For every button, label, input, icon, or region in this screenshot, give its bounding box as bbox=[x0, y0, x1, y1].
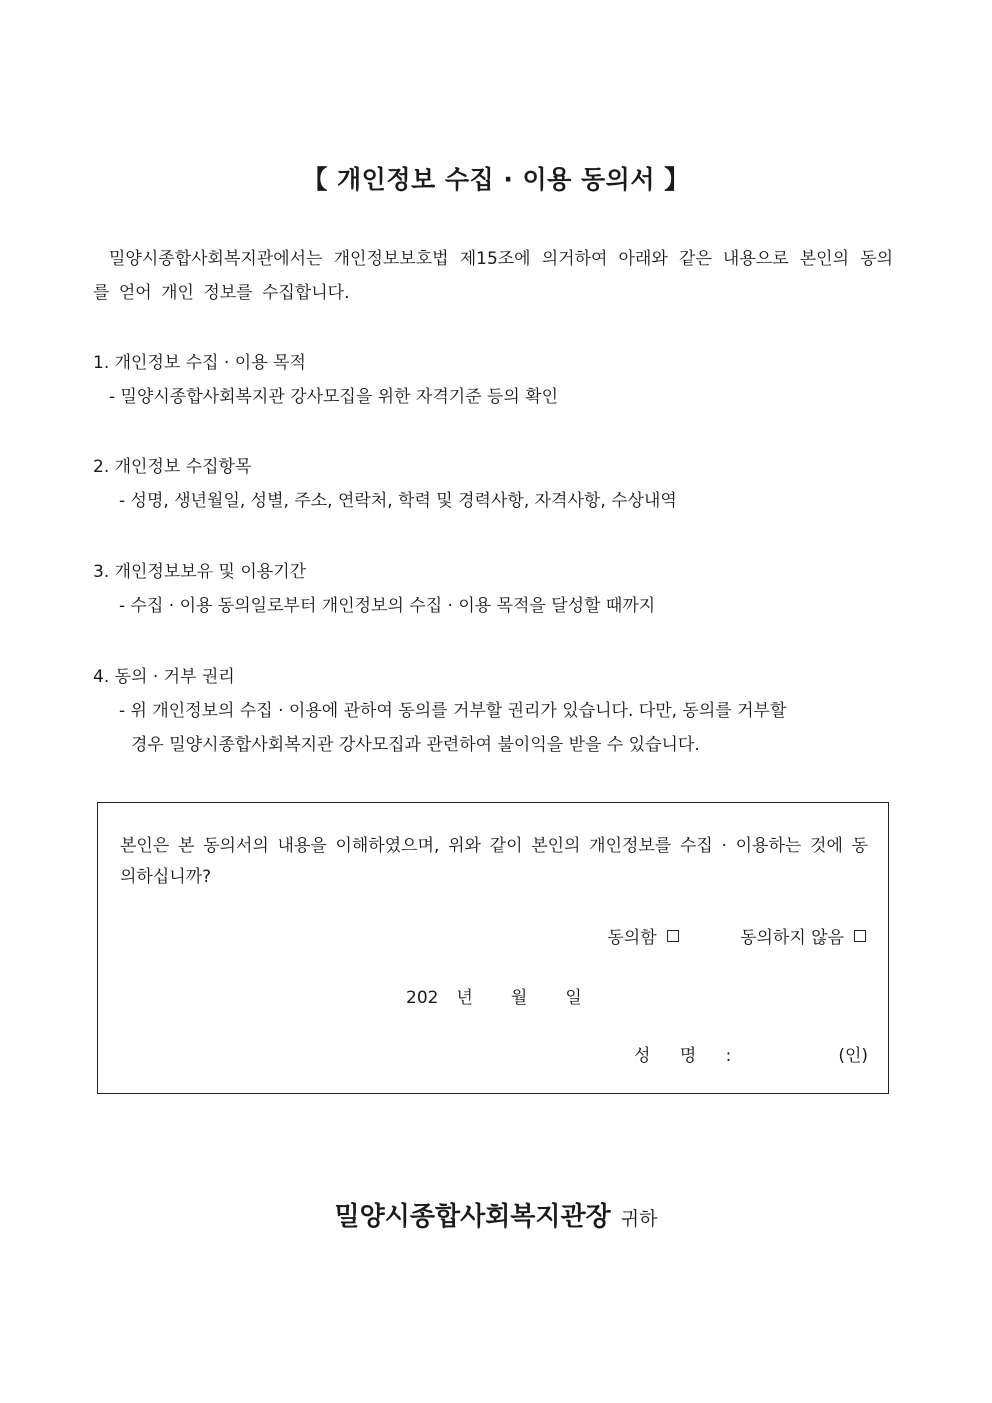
agree-checkbox[interactable] bbox=[667, 930, 679, 942]
agree-label: 동의함 bbox=[607, 928, 657, 948]
section-retention bbox=[93, 555, 893, 623]
date-line bbox=[406, 983, 582, 1008]
agree-option[interactable] bbox=[607, 923, 678, 948]
section-body: - 위 개인정보의 수집 · 이용에 관하여 동의를 거부할 권리가 있습니다. 다만, 동의를 거부할 bbox=[119, 701, 787, 721]
intro-paragraph: 밀양시종합사회복지관에서는 개인정보보호법 제15조에 의거하여 아래와 같은 내용으로 본인의 동의를 얻어 개인 정보를 수집합니다. bbox=[93, 249, 893, 303]
addressee-honorific: 귀하 bbox=[620, 1208, 658, 1230]
section-heading: 2. 개인정보 수집항목 bbox=[93, 457, 252, 477]
section-body: - 밀양시종합사회복지관 강사모집을 위한 자격기준 등의 확인 bbox=[109, 387, 559, 407]
disagree-option[interactable] bbox=[740, 923, 866, 948]
section-body-continued: 경우 밀양시종합사회복지관 강사모집과 관련하여 불이익을 받을 수 있습니다. bbox=[131, 735, 700, 755]
section-heading: 1. 개인정보 수집 · 이용 목적 bbox=[93, 353, 306, 373]
section-heading: 4. 동의 · 거부 권리 bbox=[93, 667, 235, 687]
consent-choices bbox=[607, 923, 866, 948]
disagree-checkbox[interactable] bbox=[854, 930, 866, 942]
signature-label: 성 명 : bbox=[634, 1046, 744, 1066]
section-purpose bbox=[93, 346, 893, 414]
section-refusal-rights bbox=[93, 660, 893, 762]
document-title: 【 개인정보 수집 · 이용 동의서 】 bbox=[302, 165, 690, 194]
date-year[interactable]: 202 bbox=[406, 988, 439, 1008]
addressee bbox=[0, 1196, 992, 1233]
disagree-label: 동의하지 않음 bbox=[740, 928, 844, 948]
section-body: - 성명, 생년월일, 성별, 주소, 연락처, 학력 및 경력사항, 자격사항, 수상내역 bbox=[119, 491, 677, 511]
section-body: - 수집 · 이용 동의일로부터 개인정보의 수집 · 이용 목적을 달성할 때까지 bbox=[119, 596, 656, 616]
date-day-label: 일 bbox=[565, 988, 582, 1008]
addressee-organization: 밀양시종합사회복지관장 bbox=[334, 1202, 611, 1232]
consent-box bbox=[97, 802, 889, 1094]
date-year-label: 년 bbox=[456, 988, 473, 1008]
date-month-label: 월 bbox=[510, 988, 528, 1008]
section-heading: 3. 개인정보보유 및 이용기간 bbox=[93, 562, 307, 582]
section-items bbox=[93, 450, 893, 518]
seal-placeholder[interactable]: (인) bbox=[838, 1046, 868, 1066]
signature-line bbox=[634, 1041, 868, 1066]
consent-question: 본인은 본 동의서의 내용을 이해하였으며, 위와 같이 본인의 개인정보를 수집 · 이용하는 것에 동의하십니까? bbox=[120, 836, 868, 887]
